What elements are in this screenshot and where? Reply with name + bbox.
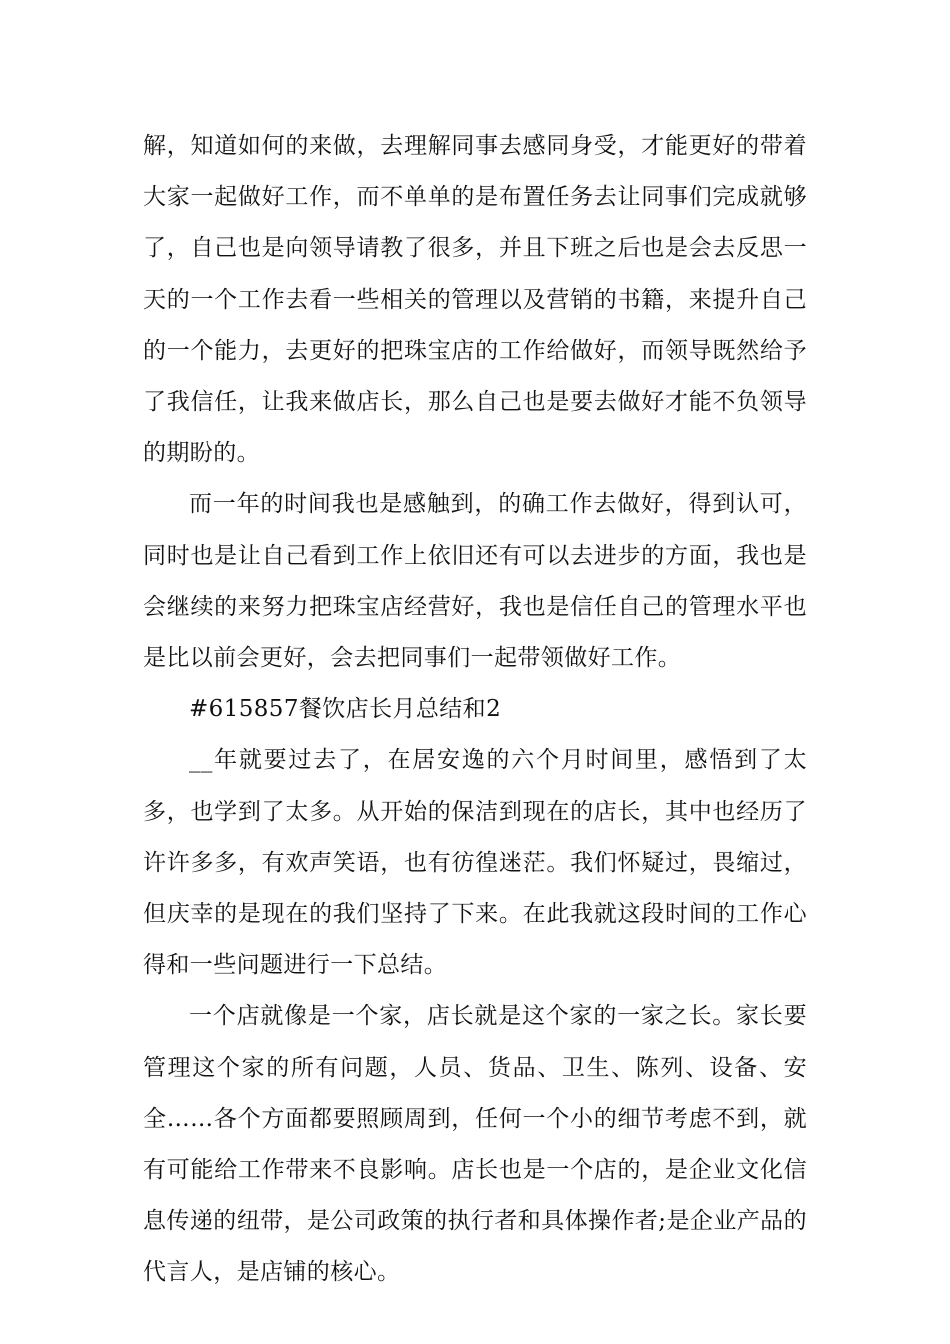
paragraph: 一个店就像是一个家，店长就是这个家的一家之长。家长要管理这个家的所有问题，人员、货品、卫生、陈列、设备、安全……各个方面都要照顾周到，任何一个小的细节考虑不到，就有可能给工作带来不良影响。店长也是一个店的，是企业文化信息传递的纽带，是公司政策的执行者和具体操作者;是企业产品的代言人，是店铺的核心。 xyxy=(143,1003,807,1286)
document-body xyxy=(143,121,807,1299)
paragraph-continuation: 解，知道如何的来做，去理解同事去感同身受，才能更好的带着大家一起做好工作，而不单单的是布置任务去让同事们完成就够了，自己也是向领导请教了很多，并且下班之后也是会去反思一天的一个工作去看一些相关的管理以及营销的书籍，来提升自己的一个能力，去更好的把珠宝店的工作给做好，而领导既然给予了我信任，让我来做店长，那么自己也是要去做好才能不负领导的期盼的。 xyxy=(143,133,807,467)
section-heading: #615857餐饮店长月总结和2 xyxy=(189,696,502,723)
paragraph: 而一年的时间我也是感触到，的确工作去做好，得到认可，同时也是让自己看到工作上依旧还有可以去进步的方面，我也是会继续的来努力把珠宝店经营好，我也是信任自己的管理水平也是比以前会更好，会去把同事们一起带领做好工作。 xyxy=(143,491,807,672)
paragraph: __年就要过去了，在居安逸的六个月时间里，感悟到了太多，也学到了太多。从开始的保洁到现在的店长，其中也经历了许许多多，有欢声笑语，也有彷徨迷茫。我们怀疑过，畏缩过，但庆幸的是现在的我们坚持了下来。在此我就这段时间的工作心得和一些问题进行一下总结。 xyxy=(143,747,807,979)
